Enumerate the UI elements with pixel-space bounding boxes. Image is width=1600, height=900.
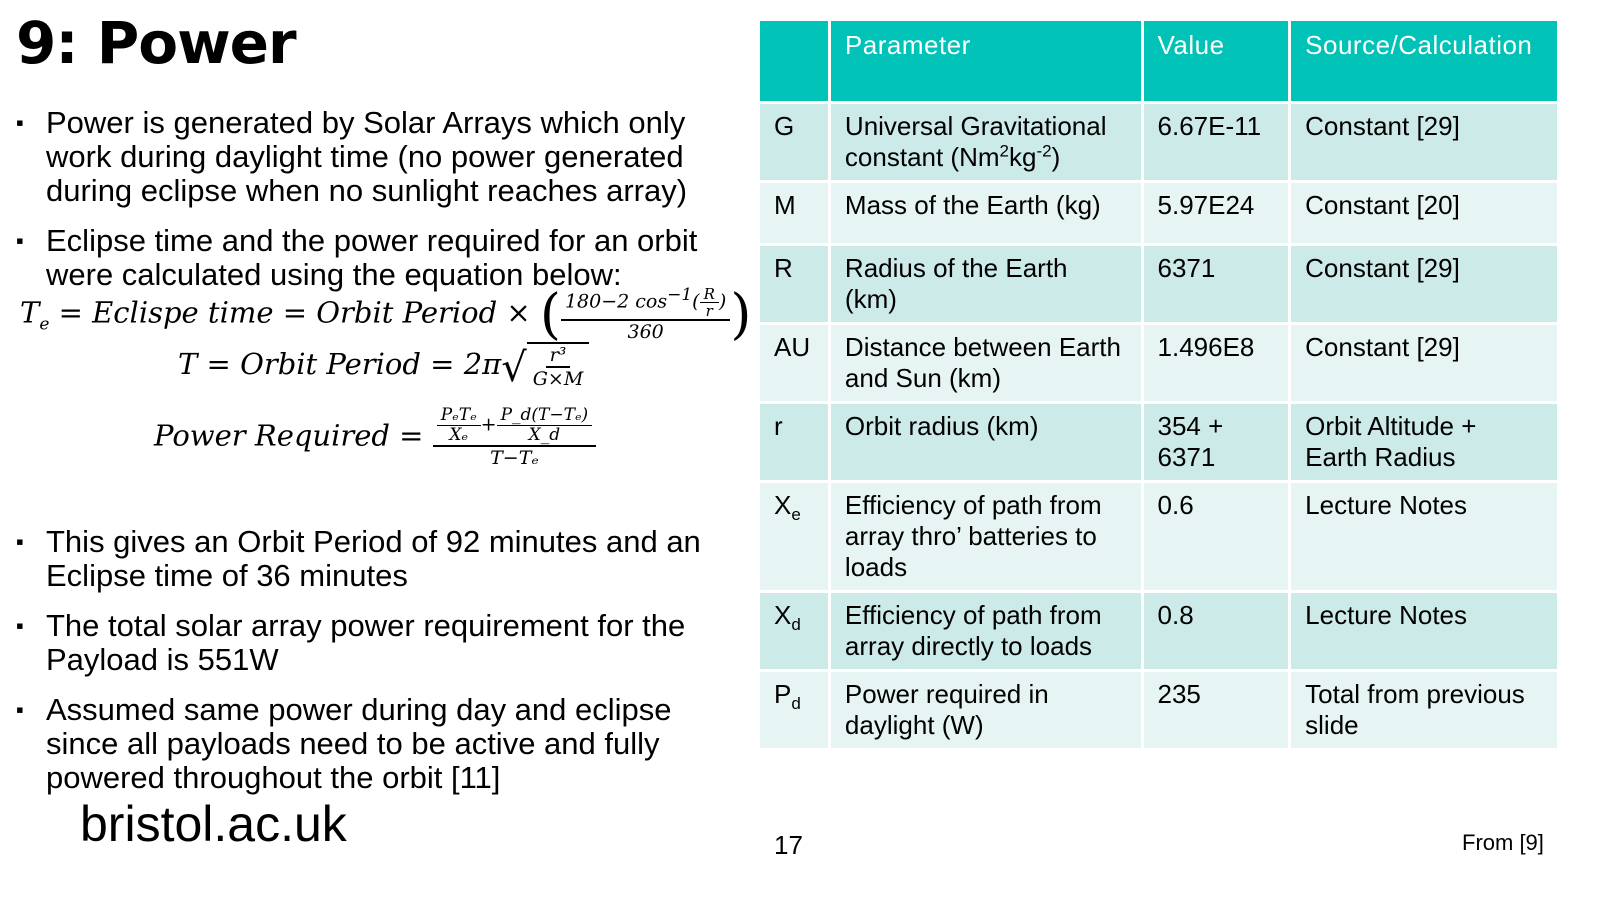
- cell-value: 354 + 6371: [1144, 404, 1289, 480]
- source-note: From [9]: [1462, 830, 1544, 855]
- cell-value: 0.6: [1144, 483, 1289, 590]
- table-row: [760, 104, 1557, 180]
- table-row: [760, 483, 1557, 590]
- period-denominator: G×M: [532, 368, 584, 390]
- power-denominator: T−Tₑ: [490, 447, 539, 469]
- cell-source: Orbit Altitude + Earth Radius: [1291, 404, 1557, 480]
- table-row: [760, 404, 1557, 480]
- header-value: Value: [1144, 21, 1289, 101]
- cell-value: 0.8: [1144, 593, 1289, 669]
- cell-parameter: Efficiency of path from array thro’ batteries to loads: [831, 483, 1141, 590]
- cell-symbol: R: [760, 246, 828, 322]
- cell-source: Constant [29]: [1291, 325, 1557, 401]
- eclipse-numerator: 180−2 $\cos^{-1}$( $\frac{R}{r}$ ): [561, 286, 730, 321]
- power-numerator: [433, 406, 596, 447]
- eclipse-denominator: 360: [627, 321, 664, 343]
- cell-value: 1.496E8: [1144, 325, 1289, 401]
- cell-parameter: Orbit radius (km): [831, 404, 1141, 480]
- table-row: [760, 246, 1557, 322]
- brand-url[interactable]: bristol.ac.uk: [80, 796, 347, 852]
- power-lhs: Power Required =: [154, 418, 433, 453]
- bullet-item: ▪ This gives an Orbit Period of 92 minutes and an Eclipse time of 36 minutes: [16, 525, 736, 593]
- bullet-list-bottom: [16, 525, 736, 811]
- cell-parameter: Power required in daylight (W): [831, 672, 1141, 748]
- cell-symbol: $X_e$: [760, 483, 828, 590]
- table-header-row: [760, 21, 1557, 101]
- period-equation: [178, 342, 589, 390]
- power-term2-den: X_d: [528, 425, 561, 445]
- bullet-list-top: [16, 106, 736, 308]
- sqrt-symbol: √ $\frac{\text{r³}}{G\times M}$: [501, 342, 589, 390]
- table-row: [760, 672, 1557, 748]
- eclipse-num-sup: −1: [667, 285, 693, 306]
- r-ratio: [700, 286, 719, 319]
- cell-symbol: $X_d$: [760, 593, 828, 669]
- cell-parameter: Universal Gravitational constant $(Nm^2kg^{-2})$: [831, 104, 1141, 180]
- cell-parameter: Radius of the Earth (km): [831, 246, 1141, 322]
- cell-value: 5.97E24: [1144, 183, 1289, 243]
- power-term2-num: P_d(T−Tₑ): [497, 406, 593, 426]
- slide-title: 9: Power: [16, 9, 296, 77]
- bullet-item: ▪ Eclipse time and the power required for an orbit were calculated using the equation below:: [16, 224, 736, 292]
- period-numerator: r³: [546, 344, 571, 368]
- eclipse-fraction: [561, 286, 730, 343]
- cell-symbol: AU: [760, 325, 828, 401]
- eclipse-mid: = Eclispe time = Orbit Period ×: [49, 295, 540, 330]
- table-row: [760, 183, 1557, 243]
- cell-parameter: Efficiency of path from array directly to loads: [831, 593, 1141, 669]
- r-ratio-den: r: [705, 302, 713, 320]
- eclipse-num-a: 180−2 cos: [564, 290, 668, 313]
- page-number: 17: [774, 830, 803, 860]
- cell-value: 6.67E-11: [1144, 104, 1289, 180]
- period-fraction: [529, 344, 588, 390]
- bullet-item: ▪ Power is generated by Solar Arrays which only work during daylight time (no power generated during eclipse when no sunlight reaches array): [16, 106, 736, 208]
- bullet-item: ▪ The total solar array power requirement for the Payload is 551W: [16, 609, 736, 677]
- cell-symbol: M: [760, 183, 828, 243]
- eclipse-equation: [20, 282, 752, 346]
- cell-symbol: $P_d$: [760, 672, 828, 748]
- header-source: Source/Calculation: [1291, 21, 1557, 101]
- header-symbol: [760, 21, 828, 101]
- cell-symbol: r: [760, 404, 828, 480]
- cell-symbol: G: [760, 104, 828, 180]
- cell-source: Total from previous slide: [1291, 672, 1557, 748]
- cell-source: Constant [29]: [1291, 246, 1557, 322]
- cell-value: 6371: [1144, 246, 1289, 322]
- cell-parameter: Mass of the Earth (kg): [831, 183, 1141, 243]
- parameters-table: [757, 18, 1560, 751]
- cell-source: Constant [29]: [1291, 104, 1557, 180]
- cell-value: 235: [1144, 672, 1289, 748]
- power-term1-num: PₑTₑ: [437, 406, 481, 426]
- eclipse-lhs: T: [20, 295, 40, 330]
- power-equation: [154, 406, 596, 469]
- r-ratio-num: R: [700, 286, 719, 303]
- cell-source: Constant [20]: [1291, 183, 1557, 243]
- cell-source: Lecture Notes: [1291, 593, 1557, 669]
- header-parameter: Parameter: [831, 21, 1141, 101]
- cell-source: Lecture Notes: [1291, 483, 1557, 590]
- close-paren: ): [730, 282, 752, 346]
- period-lhs: T = Orbit Period = 2π: [178, 347, 502, 381]
- open-paren: (: [539, 282, 561, 346]
- power-plus: +: [480, 413, 497, 436]
- table-row: [760, 325, 1557, 401]
- power-term1-den: Xₑ: [449, 425, 469, 445]
- bullet-item: ▪ Assumed same power during day and eclipse since all payloads need to be active and fully powered throughout the orbit [11]: [16, 693, 736, 795]
- power-fraction: [433, 406, 596, 469]
- cell-parameter: Distance between Earth and Sun (km): [831, 325, 1141, 401]
- table-row: [760, 593, 1557, 669]
- eclipse-lhs-sub: e: [39, 314, 50, 335]
